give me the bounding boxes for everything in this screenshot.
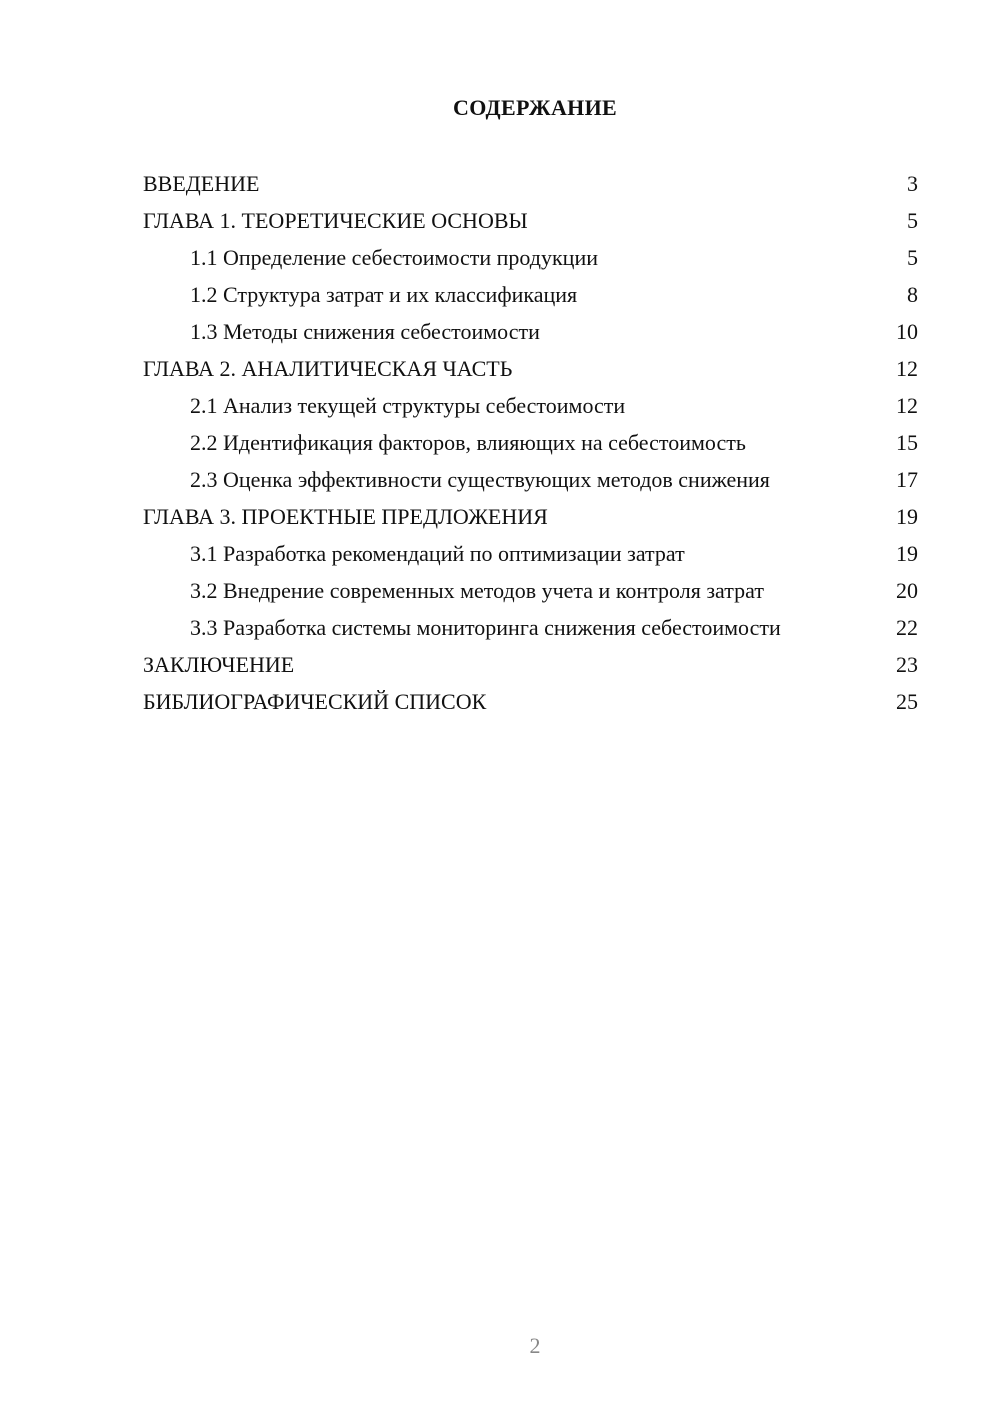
toc-entry-label: ВВЕДЕНИЕ bbox=[143, 171, 260, 196]
toc-entry-page: 19 bbox=[896, 541, 918, 566]
toc-entry-page: 12 bbox=[896, 356, 918, 381]
toc-entry-page: 5 bbox=[907, 208, 918, 233]
toc-entry-page: 3 bbox=[907, 171, 918, 196]
toc-entry-label: БИБЛИОГРАФИЧЕСКИЙ СПИСОК bbox=[143, 689, 487, 714]
toc-entry-page: 20 bbox=[896, 578, 918, 603]
toc-entry-page: 22 bbox=[896, 615, 918, 640]
toc-entry-label: 2.1 Анализ текущей структуры себестоимости bbox=[190, 393, 626, 418]
toc-entry-section-2-2[interactable] bbox=[143, 429, 918, 456]
toc-entry-introduction[interactable] bbox=[143, 170, 918, 197]
toc-entry-label: 3.1 Разработка рекомендаций по оптимизации затрат bbox=[190, 541, 685, 566]
toc-entry-page: 17 bbox=[896, 467, 918, 492]
toc-entry-label: 3.2 Внедрение современных методов учета и контроля затрат bbox=[190, 578, 764, 603]
toc-entry-label: 3.3 Разработка системы мониторинга снижения себестоимости bbox=[190, 615, 781, 640]
toc-entry-page: 15 bbox=[896, 430, 918, 455]
toc-entry-label: 1.1 Определение себестоимости продукции bbox=[190, 245, 598, 270]
toc-entry-page: 8 bbox=[907, 282, 918, 307]
table-of-contents bbox=[143, 170, 918, 725]
toc-entry-label: 2.2 Идентификация факторов, влияющих на себестоимость bbox=[190, 430, 746, 455]
page-number: 2 bbox=[529, 1333, 541, 1358]
toc-entry-section-1-1[interactable] bbox=[143, 244, 918, 271]
toc-entry-label: 1.2 Структура затрат и их классификация bbox=[190, 282, 578, 307]
toc-entry-page: 10 bbox=[896, 319, 918, 344]
toc-entry-page: 19 bbox=[896, 504, 918, 529]
toc-entry-label: ГЛАВА 1. ТЕОРЕТИЧЕСКИЕ ОСНОВЫ bbox=[143, 208, 528, 233]
toc-entry-chapter-3[interactable] bbox=[143, 503, 918, 530]
toc-entry-label: 2.3 Оценка эффективности существующих методов снижения bbox=[190, 467, 770, 492]
toc-entry-label: ЗАКЛЮЧЕНИЕ bbox=[143, 652, 295, 677]
toc-entry-section-2-3[interactable] bbox=[143, 466, 918, 493]
toc-entry-section-3-2[interactable] bbox=[143, 577, 918, 604]
toc-entry-bibliography[interactable] bbox=[143, 688, 918, 715]
toc-entry-conclusion[interactable] bbox=[143, 651, 918, 678]
toc-entry-page: 12 bbox=[896, 393, 918, 418]
toc-entry-page: 23 bbox=[896, 652, 918, 677]
toc-entry-section-1-3[interactable] bbox=[143, 318, 918, 345]
toc-entry-label: ГЛАВА 2. АНАЛИТИЧЕСКАЯ ЧАСТЬ bbox=[143, 356, 513, 381]
toc-entry-section-2-1[interactable] bbox=[143, 392, 918, 419]
page-title: СОДЕРЖАНИЕ bbox=[453, 95, 617, 120]
toc-entry-section-3-1[interactable] bbox=[143, 540, 918, 567]
toc-entry-section-1-2[interactable] bbox=[143, 281, 918, 308]
toc-entry-chapter-1[interactable] bbox=[143, 207, 918, 234]
toc-entry-label: ГЛАВА 3. ПРОЕКТНЫЕ ПРЕДЛОЖЕНИЯ bbox=[143, 504, 548, 529]
toc-entry-chapter-2[interactable] bbox=[143, 355, 918, 382]
toc-entry-section-3-3[interactable] bbox=[143, 614, 918, 641]
toc-entry-page: 25 bbox=[896, 689, 918, 714]
toc-entry-page: 5 bbox=[907, 245, 918, 270]
toc-entry-label: 1.3 Методы снижения себестоимости bbox=[190, 319, 540, 344]
